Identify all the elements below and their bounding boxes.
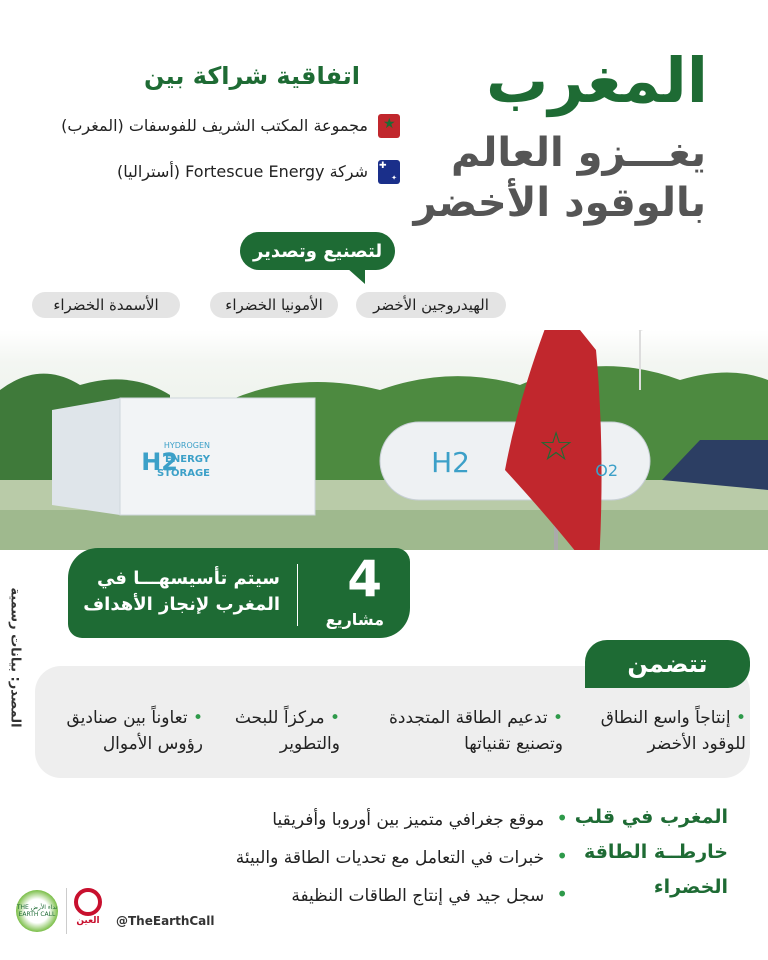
product-pill: الهيدروجين الأخضر xyxy=(356,292,506,318)
projects-box xyxy=(68,548,410,638)
hydrogen-scene-image xyxy=(0,330,768,550)
social-handle: @TheEarthCall xyxy=(116,914,215,928)
storage-container xyxy=(52,398,315,515)
include-item: • تدعيم الطاقة المتجددة وتصنيع تقنياتها xyxy=(389,708,563,754)
morocco-flag-icon: ★ xyxy=(378,114,400,138)
projects-unit: مشاريع xyxy=(325,610,384,629)
earth-call-logo: نداء الأرض THE EARTH CALL xyxy=(16,890,58,932)
source-note: المصدر: بيانات رسمية xyxy=(7,587,23,728)
purpose-bubble: لتصنيع وتصدير xyxy=(240,232,395,270)
h2-label: H2 xyxy=(141,448,178,476)
tank-label-o2: O2 xyxy=(595,461,618,480)
party-fortescue: شركة Fortescue Energy (أستراليا) xyxy=(117,162,368,181)
include-item: • تعاوناً بين صناديق رؤوس الأموال xyxy=(66,708,203,754)
product-pill: الأمونيا الخضراء xyxy=(210,292,338,318)
alain-logo: العين xyxy=(72,888,104,936)
title-line3: بالوقود الأخضر xyxy=(413,180,706,226)
party-ocp: مجموعة المكتب الشريف للفوسفات (المغرب) xyxy=(61,116,368,135)
map-bullet: •خبرات في التعامل مع تحديات الطاقة والبيئة xyxy=(235,844,568,868)
projects-text-line1: سيتم تأسيسهـــا في xyxy=(96,568,280,589)
includes-tab: تتضمن xyxy=(585,640,750,688)
include-item: • إنتاجاً واسع النطاق للوقود الأخضر xyxy=(600,708,746,754)
svg-text:☆: ☆ xyxy=(538,424,574,470)
include-item: • مركزاً للبحث والتطوير xyxy=(234,708,340,754)
map-bullet: •سجل جيد في إنتاج الطاقات النظيفة xyxy=(291,882,568,906)
projects-text-line2: المغرب لإنجاز الأهداف xyxy=(83,594,280,616)
map-bullet: •موقع جغرافي متميز بين أوروبا وأفريقيا xyxy=(272,806,568,830)
australia-flag-icon: ✚ ✦ xyxy=(378,160,400,184)
tank-label: H2 xyxy=(431,446,470,479)
divider xyxy=(297,564,298,626)
container-text: HYDROGEN xyxy=(163,441,210,450)
agreement-heading: اتفاقية شراكة بين xyxy=(144,62,360,90)
map-heading: المغرب في قلب خارطــة الطاقة الخضراء xyxy=(574,806,728,899)
container-text: STORAGE xyxy=(156,468,210,479)
title-line2: يغـــزو العالم xyxy=(451,130,706,176)
container-text: ENERGY xyxy=(165,454,210,465)
title-sub xyxy=(414,128,706,228)
divider xyxy=(66,888,67,934)
product-pill: الأسمدة الخضراء xyxy=(32,292,180,318)
projects-number: 4 xyxy=(347,550,382,608)
title-main: المغرب xyxy=(486,44,708,117)
